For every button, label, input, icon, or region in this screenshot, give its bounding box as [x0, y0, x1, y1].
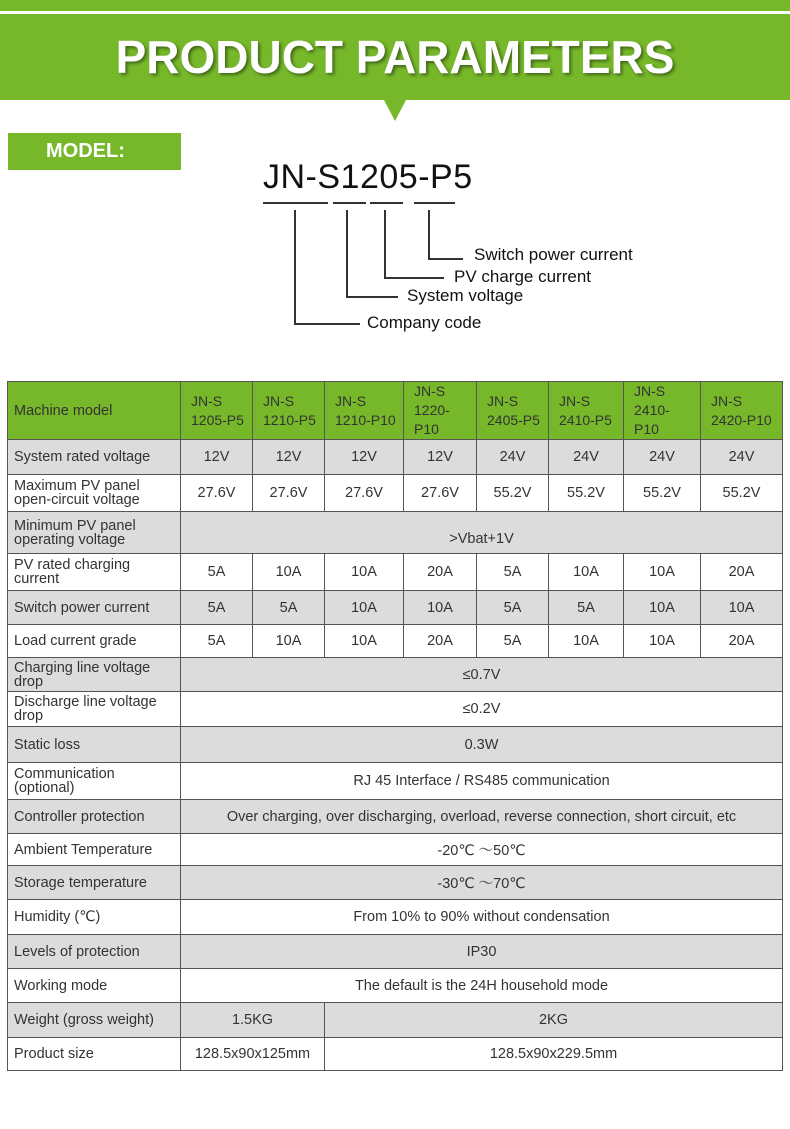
row-label: Charging line voltage drop — [8, 658, 181, 692]
model-col-6: JN-S 2410-P5 — [549, 382, 624, 440]
row-label: Switch power current — [8, 591, 181, 625]
cell: 128.5x90x229.5mm — [325, 1038, 783, 1071]
cell: 0.3W — [181, 727, 783, 763]
cell: 10A — [325, 625, 404, 658]
cell: 20A — [701, 625, 783, 658]
row-label: Load current grade — [8, 625, 181, 658]
row-label: Discharge line voltage drop — [8, 692, 181, 727]
row-label: Humidity (℃) — [8, 900, 181, 935]
cell: -30℃ ～70℃ — [181, 866, 783, 900]
model-col-4: JN-S 1220-P10 — [404, 382, 477, 440]
row-label: Communication (optional) — [8, 763, 181, 800]
table-row — [8, 969, 783, 1003]
cell: 24V — [701, 440, 783, 475]
cell: 5A — [181, 625, 253, 658]
table-row — [8, 440, 783, 475]
connector-pv — [384, 210, 386, 278]
cell: 24V — [477, 440, 549, 475]
banner-notch-arrow-icon — [384, 100, 406, 121]
row-label: Ambient Temperature — [8, 834, 181, 866]
model-col-5: JN-S 2405-P5 — [477, 382, 549, 440]
table-row — [8, 591, 783, 625]
header-label: Machine model — [8, 382, 181, 440]
cell: 5A — [477, 625, 549, 658]
table-row — [8, 625, 783, 658]
row-label: System rated voltage — [8, 440, 181, 475]
connector-company-h — [294, 323, 360, 325]
table-row — [8, 900, 783, 935]
cell: 24V — [624, 440, 701, 475]
cell: 12V — [253, 440, 325, 475]
table-row — [8, 834, 783, 866]
banner-top-strip — [0, 0, 790, 11]
cell: 24V — [549, 440, 624, 475]
underline-company — [263, 202, 328, 204]
row-label: Weight (gross weight) — [8, 1003, 181, 1038]
cell: Over charging, over discharging, overload, reverse connection, short circuit, etc — [181, 800, 783, 834]
table-row — [8, 800, 783, 834]
model-badge: MODEL: — [8, 133, 181, 170]
connector-pv-h — [384, 277, 444, 279]
callout-pv-charge-current: PV charge current — [454, 267, 592, 286]
cell: 10A — [624, 625, 701, 658]
underline-pv — [370, 202, 403, 204]
cell: 55.2V — [477, 475, 549, 512]
cell: >Vbat+1V — [181, 512, 783, 554]
connector-switch-h — [428, 258, 463, 260]
row-label: Minimum PV panel operating voltage — [8, 512, 181, 554]
connector-company — [294, 210, 296, 324]
row-label: Working mode — [8, 969, 181, 1003]
cell: 10A — [549, 625, 624, 658]
cell: 5A — [181, 554, 253, 591]
cell: 5A — [181, 591, 253, 625]
table-row — [8, 512, 783, 554]
table-row — [8, 727, 783, 763]
model-col-7: JN-S 2410-P10 — [624, 382, 701, 440]
table-row — [8, 1038, 783, 1071]
cell: 10A — [624, 554, 701, 591]
cell: 27.6V — [404, 475, 477, 512]
cell: 128.5x90x125mm — [181, 1038, 325, 1071]
cell: -20℃ ～50℃ — [181, 834, 783, 866]
table-row — [8, 763, 783, 800]
callout-company-code: Company code — [367, 313, 482, 332]
table-header-row — [8, 382, 783, 440]
cell: 5A — [477, 554, 549, 591]
model-col-3: JN-S 1210-P10 — [325, 382, 404, 440]
cell: 10A — [549, 554, 624, 591]
callout-system-voltage: System voltage — [407, 286, 524, 305]
cell: ≤0.2V — [181, 692, 783, 727]
cell: 55.2V — [549, 475, 624, 512]
cell: 10A — [404, 591, 477, 625]
model-col-8: JN-S 2420-P10 — [701, 382, 783, 440]
row-label: Product size — [8, 1038, 181, 1071]
cell: 10A — [701, 591, 783, 625]
table-row — [8, 1003, 783, 1038]
cell: From 10% to 90% without condensation — [181, 900, 783, 935]
cell: 12V — [325, 440, 404, 475]
cell: The default is the 24H household mode — [181, 969, 783, 1003]
cell: 10A — [624, 591, 701, 625]
row-label: PV rated charging current — [8, 554, 181, 591]
cell: 10A — [325, 554, 404, 591]
cell: 20A — [701, 554, 783, 591]
cell: 10A — [253, 625, 325, 658]
model-col-1: JN-S 1205-P5 — [181, 382, 253, 440]
row-label: Static loss — [8, 727, 181, 763]
cell: 12V — [181, 440, 253, 475]
cell: 5A — [253, 591, 325, 625]
cell: 10A — [253, 554, 325, 591]
cell: RJ 45 Interface / RS485 communication — [181, 763, 783, 800]
cell: 20A — [404, 625, 477, 658]
cell: 55.2V — [624, 475, 701, 512]
cell: 1.5KG — [181, 1003, 325, 1038]
underline-voltage — [333, 202, 366, 204]
cell: 2KG — [325, 1003, 783, 1038]
table-row — [8, 935, 783, 969]
cell: ≤0.7V — [181, 658, 783, 692]
cell: 27.6V — [253, 475, 325, 512]
connector-voltage — [346, 210, 348, 297]
cell: IP30 — [181, 935, 783, 969]
cell: 27.6V — [181, 475, 253, 512]
underline-switch — [414, 202, 455, 204]
cell: 20A — [404, 554, 477, 591]
table-row — [8, 554, 783, 591]
table-row — [8, 475, 783, 512]
table-row — [8, 866, 783, 900]
cell: 5A — [549, 591, 624, 625]
connector-switch — [428, 210, 430, 259]
row-label: Storage temperature — [8, 866, 181, 900]
cell: 10A — [325, 591, 404, 625]
row-label: Levels of protection — [8, 935, 181, 969]
cell: 12V — [404, 440, 477, 475]
cell: 5A — [477, 591, 549, 625]
row-label: Maximum PV panel open-circuit voltage — [8, 475, 181, 512]
model-col-2: JN-S 1210-P5 — [253, 382, 325, 440]
row-label: Controller protection — [8, 800, 181, 834]
callout-switch-power-current: Switch power current — [474, 245, 633, 264]
page-title: PRODUCT PARAMETERS — [115, 31, 675, 83]
table-row — [8, 658, 783, 692]
table-row — [8, 692, 783, 727]
model-code: JN-S1205-P5 — [263, 158, 473, 196]
cell: 55.2V — [701, 475, 783, 512]
cell: 27.6V — [325, 475, 404, 512]
connector-voltage-h — [346, 296, 398, 298]
parameters-table — [7, 381, 783, 1071]
